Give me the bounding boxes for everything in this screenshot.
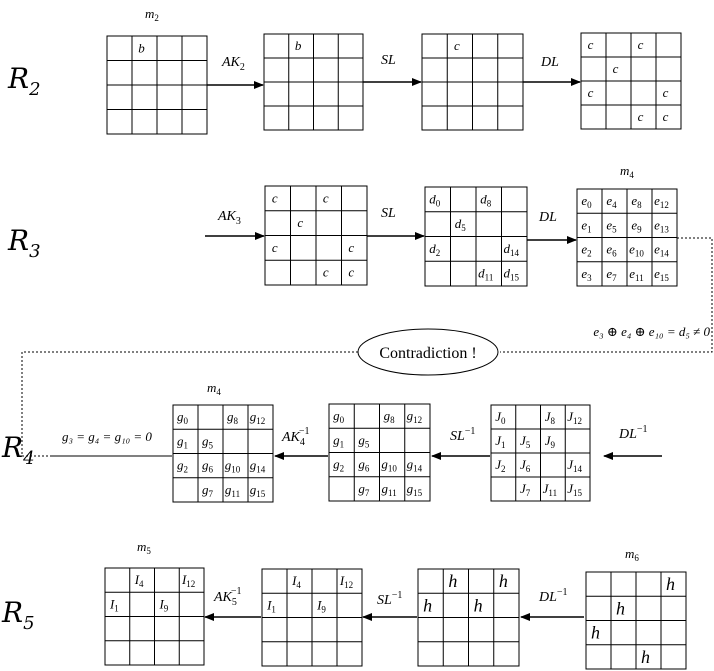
matrix-cell-value: c — [637, 37, 644, 52]
matrix-label-m4b: $m_4$ — [207, 380, 221, 397]
matrix-label-m2: $m_2$ — [145, 6, 159, 23]
operation-label-ak2: $AK_2$ — [222, 55, 245, 73]
round-label-r3: $R_3$ — [8, 224, 41, 262]
matrix-cell-value: c — [322, 264, 329, 280]
matrix-cell-value: $e_1$ — [581, 217, 592, 235]
matrix-cell-value: c — [612, 61, 619, 76]
operation-label-sl3: SL — [381, 206, 396, 221]
matrix-cell-value: $e_2$ — [581, 241, 592, 259]
matrix-cell-value: $g_{14}$ — [249, 457, 266, 475]
matrix-cell-value: $J_{12}$ — [567, 409, 583, 426]
matrix-cell-value: $g_{14}$ — [406, 456, 423, 474]
matrix-cell-value: b — [294, 38, 302, 53]
matrix-cell-value: c — [453, 38, 460, 53]
matrix-r4-dl — [491, 405, 590, 501]
matrix-cell-value: $J_7$ — [519, 481, 531, 498]
operation-label-aki4: $AK_4-1$ — [282, 426, 310, 448]
matrix-cell-value: $e_0$ — [581, 193, 592, 211]
matrix-cell-value: $I_4$ — [134, 572, 144, 590]
matrix-cell-value: c — [587, 85, 594, 100]
matrix-cell-value: $e_6$ — [606, 241, 617, 259]
matrix-cell-value: $g_1$ — [177, 433, 188, 451]
matrix-cell-value: c — [637, 109, 644, 124]
matrix-cell-value: $g_{12}$ — [406, 408, 423, 426]
matrix-cell-value: $g_{10}$ — [224, 457, 241, 475]
matrix-cell-value: $g_8$ — [383, 408, 395, 426]
matrix-cell-value: $J_8$ — [544, 409, 556, 426]
matrix-cell-value: $e_8$ — [631, 193, 642, 211]
matrix-cell-value: c — [297, 215, 304, 231]
matrix-cell-value: h — [448, 571, 458, 592]
matrix-cell-value: $J_{11}$ — [542, 481, 558, 498]
matrix-cell-value: $J_5$ — [519, 433, 531, 450]
matrix-cell-value: $e_7$ — [606, 265, 617, 283]
matrix-cell-value: $J_9$ — [544, 433, 556, 450]
matrix-cell-value: c — [271, 190, 278, 206]
operation-label-dl3: DL — [539, 210, 557, 225]
matrix-r2-ak — [264, 34, 363, 130]
matrix-cell-value: $g_8$ — [227, 409, 238, 427]
matrix-cell-value: $e_4$ — [606, 193, 617, 211]
operation-label-sl2: SL — [381, 53, 396, 68]
contradiction-label: Contradiction ! — [379, 345, 477, 362]
operation-label-dl2: DL — [541, 55, 559, 70]
matrix-cell-value: $I_9$ — [159, 596, 169, 614]
matrix-cell-value: h — [666, 574, 675, 595]
matrix-cell-value: $d_5$ — [454, 216, 466, 234]
matrix-cell-value: $e_{13}$ — [654, 217, 669, 235]
matrix-r5-dl — [418, 569, 519, 666]
matrix-cell-value: c — [662, 85, 669, 100]
matrix-cell-value: $I_1$ — [267, 597, 276, 615]
operation-label-sli4: $SL^{-1}$ — [450, 426, 476, 444]
matrix-cell-value: $J_0$ — [495, 409, 506, 426]
matrix-cell-value: $g_{15}$ — [406, 480, 423, 498]
operation-label-dli4: $DL^{-1}$ — [619, 424, 648, 442]
matrix-r5-ak — [105, 568, 204, 665]
matrix-cell-value: $J_{15}$ — [567, 481, 583, 498]
matrix-cell-value: $g_7$ — [202, 481, 213, 499]
round-label-r5: $R_5$ — [2, 596, 35, 634]
matrix-cell-value: $g_{11}$ — [224, 481, 241, 499]
matrix-cell-value: $J_2$ — [495, 457, 506, 474]
matrix-r3-ak — [265, 186, 367, 285]
matrix-cell-value: $g_{15}$ — [249, 481, 266, 499]
matrix-cell-value: $e_9$ — [631, 217, 642, 235]
matrix-cell-value: $g_0$ — [333, 408, 345, 426]
matrix-r2-sl — [422, 34, 523, 130]
matrix-cell-value: $e_5$ — [606, 217, 617, 235]
matrix-cell-value: $I_{12}$ — [339, 573, 354, 591]
matrix-cell-value: $e_{12}$ — [654, 193, 669, 211]
matrix-cell-value: $g_6$ — [358, 456, 370, 474]
matrix-cell-value: $d_{15}$ — [503, 265, 519, 283]
matrix-cell-value: c — [662, 109, 669, 124]
matrix-cell-value: h — [616, 598, 625, 619]
matrix-cell-value: $g_{10}$ — [381, 456, 397, 474]
matrix-cell-value: c — [587, 37, 594, 52]
matrix-label-m6: $m_6$ — [625, 546, 639, 563]
matrix-cell-value: $I_{12}$ — [181, 572, 196, 590]
matrix-cell-value: $g_0$ — [177, 409, 188, 427]
operation-label-sli5: $SL^{-1}$ — [377, 590, 403, 608]
matrix-cell-value: $g_6$ — [202, 457, 213, 475]
matrix-cell-value: $g_5$ — [202, 433, 213, 451]
matrix-r4-sl — [329, 404, 430, 501]
equation-g: g₃ = g₄ = g₁₀ = 0 — [62, 429, 152, 444]
matrix-cell-value: h — [641, 646, 650, 667]
matrix-cell-value: $d_0$ — [429, 191, 441, 209]
matrix-cell-value: c — [271, 239, 278, 255]
matrix-cell-value: $g_2$ — [333, 456, 345, 474]
matrix-cell-value: h — [473, 595, 483, 616]
matrix-cell-value: $d_{11}$ — [478, 265, 494, 283]
round-label-r4: $R_4$ — [2, 431, 35, 469]
matrix-cell-value: $g_5$ — [358, 432, 370, 450]
matrix-cell-value: $g_2$ — [177, 457, 188, 475]
matrix-r4-ak — [173, 405, 273, 502]
matrix-cell-value: $J_{14}$ — [567, 457, 583, 474]
matrix-cell-value: $e_{15}$ — [654, 265, 669, 283]
matrix-cell-value: $g_{12}$ — [249, 409, 266, 427]
matrix-r5-m6 — [586, 572, 686, 669]
matrix-cell-value: h — [423, 595, 433, 616]
matrix-label-m4a: $m_4$ — [620, 163, 634, 180]
matrix-cell-value: c — [348, 264, 355, 280]
operation-label-aki5: $AK_5-1$ — [214, 586, 242, 608]
matrix-r2-m2 — [107, 36, 207, 134]
matrix-cell-value: $g_{11}$ — [381, 480, 397, 498]
matrix-cell-value: $J_1$ — [495, 433, 506, 450]
matrix-cell-value: $g_7$ — [358, 480, 370, 498]
matrix-cell-value: b — [138, 40, 145, 56]
equation-e: e₃ ⊕ e₄ ⊕ e₁₀ = d₅ ≠ 0 — [593, 324, 710, 339]
matrix-cell-value: c — [322, 190, 329, 206]
matrix-cell-value: $e_{11}$ — [629, 265, 644, 283]
matrix-r2-dl — [581, 33, 681, 129]
operation-label-dli5: $DL^{-1}$ — [539, 587, 568, 605]
matrix-cell-value: $g_1$ — [333, 432, 345, 450]
matrix-cell-value: $I_1$ — [109, 596, 119, 614]
matrix-cell-value: $e_3$ — [581, 265, 592, 283]
operation-label-ak3: $AK_3$ — [218, 209, 241, 227]
matrix-cell-value: $J_6$ — [519, 457, 531, 474]
matrix-cell-value: $d_8$ — [480, 191, 492, 209]
matrix-cell-value: $e_{14}$ — [654, 241, 669, 259]
matrix-r5-sl — [262, 569, 362, 666]
matrix-cell-value: c — [348, 239, 355, 255]
matrix-cell-value: $I_9$ — [317, 597, 326, 615]
matrix-label-m5: $m_5$ — [137, 539, 151, 556]
matrix-cell-value: $d_{14}$ — [503, 240, 519, 258]
matrix-r3-sl — [425, 187, 527, 286]
matrix-cell-value: $e_{10}$ — [629, 241, 644, 259]
matrix-cell-value: h — [591, 622, 600, 643]
matrix-cell-value: $d_2$ — [429, 240, 441, 258]
matrix-cell-value: h — [498, 571, 508, 592]
round-label-r2: $R_2$ — [8, 62, 41, 100]
matrix-cell-value: $I_4$ — [292, 573, 301, 591]
matrix-r3-dl — [577, 189, 677, 286]
